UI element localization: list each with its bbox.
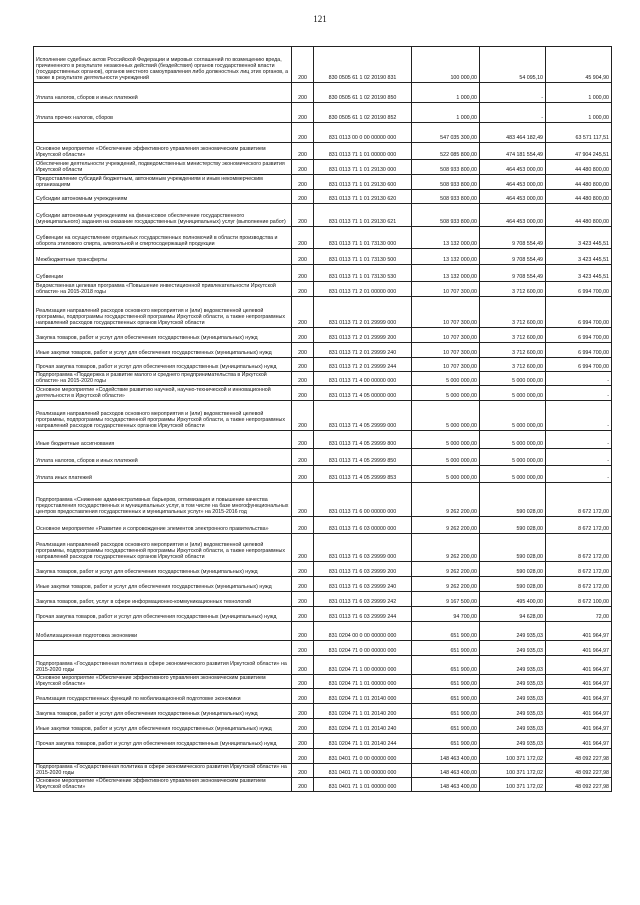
row-classification-cell: 831 0113 71 2 01 29999 240: [314, 343, 412, 358]
row-code-cell: 200: [292, 562, 314, 577]
row-amount-cell: 651 900,00: [412, 675, 480, 689]
table-row: [34, 123, 612, 143]
row-amount-cell: 3 712 600,00: [480, 343, 546, 358]
table-row: [34, 83, 612, 103]
row-amount-cell: 474 181 554,49: [480, 143, 546, 160]
row-classification-cell: 831 0113 71 2 01 29999 000: [314, 297, 412, 328]
row-amount-cell: 10 707 300,00: [412, 358, 480, 372]
row-amount-cell: 100 000,00: [412, 47, 480, 83]
row-code-cell: 200: [292, 534, 314, 562]
row-amount-cell: -: [546, 466, 612, 483]
row-classification-cell: 830 0505 61 1 02 20190 850: [314, 83, 412, 103]
row-name-cell: Основное мероприятие «Обеспечение эффективного управления экономическим развитием Иркутской области»: [34, 143, 292, 160]
row-amount-cell: 8 672 172,00: [546, 577, 612, 592]
row-amount-cell: 44 480 800,00: [546, 190, 612, 204]
row-amount-cell: 1 000,00: [412, 83, 480, 103]
row-name-cell: Подпрограмма «Снижение административных барьеров, оптимизация и повышение качества предоставления государственных и муниципальных услуг, в том числе на базе многофункциональных центров предоставления государственных и муниципальных услуг» на 2015-2016 год: [34, 483, 292, 517]
row-amount-cell: -: [480, 83, 546, 103]
row-amount-cell: 464 453 000,00: [480, 160, 546, 175]
row-amount-cell: 522 085 800,00: [412, 143, 480, 160]
table-row: [34, 143, 612, 160]
row-amount-cell: 464 453 000,00: [480, 175, 546, 190]
table-row: [34, 534, 612, 562]
row-amount-cell: 6 994 700,00: [546, 328, 612, 343]
row-amount-cell: 401 964,97: [546, 689, 612, 704]
row-code-cell: 200: [292, 47, 314, 83]
row-amount-cell: 44 480 800,00: [546, 160, 612, 175]
table-row: [34, 466, 612, 483]
table-row: [34, 328, 612, 343]
row-classification-cell: 831 0113 71 4 05 00000 000: [314, 386, 412, 401]
table-row: [34, 282, 612, 297]
row-code-cell: 200: [292, 734, 314, 749]
row-amount-cell: -: [480, 103, 546, 123]
row-amount-cell: 508 933 800,00: [412, 160, 480, 175]
row-classification-cell: 831 0113 71 1 01 29130 620: [314, 190, 412, 204]
row-amount-cell: 44 480 800,00: [546, 204, 612, 227]
row-classification-cell: 831 0113 00 0 00 00000 000: [314, 123, 412, 143]
row-name-cell: Обеспечение деятельности учреждений, подведомственных министерству экономического развития Иркутской области: [34, 160, 292, 175]
row-code-cell: 200: [292, 466, 314, 483]
row-name-cell: Уплата налогов, сборов и иных платежей: [34, 83, 292, 103]
row-classification-cell: 831 0113 71 4 05 29999 850: [314, 449, 412, 466]
row-amount-cell: 651 900,00: [412, 641, 480, 656]
row-classification-cell: 831 0113 71 2 01 29999 200: [314, 328, 412, 343]
row-code-cell: 200: [292, 517, 314, 534]
row-name-cell: Реализация направлений расходов основного мероприятия и (или) ведомственной целевой программы, подпрограммы государственной программы Иркутской области, а также непрограммных направлений расходов государственных органов Иркутской области: [34, 401, 292, 431]
row-amount-cell: 401 964,97: [546, 704, 612, 719]
table-row: [34, 764, 612, 778]
table-row: [34, 607, 612, 622]
table-row: [34, 160, 612, 175]
row-amount-cell: 401 964,97: [546, 719, 612, 734]
row-name-cell: Основное мероприятие «Развитие и сопровождение элементов электронного правительства»: [34, 517, 292, 534]
row-amount-cell: 5 000 000,00: [480, 466, 546, 483]
row-name-cell: Субсидии автономным учреждениям: [34, 190, 292, 204]
table-row: [34, 675, 612, 689]
row-amount-cell: 1 000,00: [546, 103, 612, 123]
row-name-cell: Исполнение судебных актов Российской Федерации и мировых соглашений по возмещению вреда, причиненного в результате незаконных действий (бездействия) органов государственной власти (государственных органов), органов местного самоуправления либо должностных лиц этих органов, а также в результате деятельности учреждений: [34, 47, 292, 83]
row-classification-cell: 830 0505 61 1 02 20190 852: [314, 103, 412, 123]
page-number: 121: [313, 14, 327, 24]
row-name-cell: Иные закупки товаров, работ и услуг для обеспечения государственных (муниципальных) нужд: [34, 343, 292, 358]
row-amount-cell: 3 423 445,51: [546, 227, 612, 249]
row-amount-cell: 401 964,97: [546, 622, 612, 641]
row-amount-cell: 464 453 000,00: [480, 190, 546, 204]
table-row: [34, 656, 612, 675]
row-amount-cell: 9 262 200,00: [412, 517, 480, 534]
row-amount-cell: 651 900,00: [412, 734, 480, 749]
table-row: [34, 204, 612, 227]
row-amount-cell: 13 132 000,00: [412, 265, 480, 282]
table-row: [34, 358, 612, 372]
row-classification-cell: 831 0113 71 2 01 00000 000: [314, 282, 412, 297]
row-classification-cell: 831 0401 71 1 01 00000 000: [314, 778, 412, 792]
row-amount-cell: 5 000 000,00: [412, 449, 480, 466]
row-name-cell: Уплата налогов, сборов и иных платежей: [34, 449, 292, 466]
row-code-cell: 200: [292, 282, 314, 297]
row-name-cell: Субвенции на осуществление отдельных государственных полномочий в области производства и оборота этилового спирта, алкогольной и спиртосодержащей продукции: [34, 227, 292, 249]
row-code-cell: 200: [292, 778, 314, 792]
row-amount-cell: 590 028,00: [480, 534, 546, 562]
row-amount-cell: 10 707 300,00: [412, 297, 480, 328]
table-row: [34, 47, 612, 83]
table-row: [34, 704, 612, 719]
row-name-cell: Прочая закупка товаров, работ и услуг для обеспечения государственных (муниципальных) нужд: [34, 358, 292, 372]
row-amount-cell: 483 464 182,49: [480, 123, 546, 143]
row-amount-cell: 651 900,00: [412, 719, 480, 734]
table-row: [34, 641, 612, 656]
row-amount-cell: 44 480 800,00: [546, 175, 612, 190]
table-row: [34, 103, 612, 123]
row-amount-cell: 464 453 000,00: [480, 204, 546, 227]
row-name-cell: Закупка товаров, работ и услуг для обеспечения государственных (муниципальных) нужд: [34, 704, 292, 719]
row-amount-cell: 48 092 227,98: [546, 749, 612, 764]
row-code-cell: 200: [292, 123, 314, 143]
row-amount-cell: 13 132 000,00: [412, 249, 480, 265]
row-amount-cell: 5 000 000,00: [412, 401, 480, 431]
row-amount-cell: 508 933 800,00: [412, 190, 480, 204]
row-classification-cell: 831 0204 71 0 00 00000 000: [314, 641, 412, 656]
row-amount-cell: 148 463 400,00: [412, 778, 480, 792]
table-row: [34, 343, 612, 358]
row-amount-cell: 9 262 200,00: [412, 562, 480, 577]
row-amount-cell: -: [546, 431, 612, 449]
row-name-cell: Закупка товаров, работ, услуг в сфере информационно-коммуникационных технологий: [34, 592, 292, 607]
table-row: [34, 449, 612, 466]
row-name-cell: Реализация государственных функций по мобилизационной подготовке экономики: [34, 689, 292, 704]
row-amount-cell: -: [546, 449, 612, 466]
row-classification-cell: 831 0113 71 6 03 29999 000: [314, 534, 412, 562]
row-code-cell: 200: [292, 297, 314, 328]
row-classification-cell: 831 0113 71 4 05 29999 853: [314, 466, 412, 483]
row-amount-cell: 401 964,97: [546, 641, 612, 656]
row-amount-cell: 8 672 172,00: [546, 534, 612, 562]
row-amount-cell: 54 095,10: [480, 47, 546, 83]
row-amount-cell: 100 371 172,02: [480, 778, 546, 792]
row-amount-cell: 590 028,00: [480, 517, 546, 534]
row-code-cell: 200: [292, 265, 314, 282]
row-classification-cell: 831 0204 71 1 00 00000 000: [314, 656, 412, 675]
table-row: [34, 622, 612, 641]
row-amount-cell: 9 708 554,49: [480, 227, 546, 249]
row-amount-cell: 6 994 700,00: [546, 343, 612, 358]
row-code-cell: 200: [292, 483, 314, 517]
row-name-cell: [34, 123, 292, 143]
row-name-cell: Межбюджетные трансферты: [34, 249, 292, 265]
row-code-cell: 200: [292, 431, 314, 449]
row-name-cell: Реализация направлений расходов основного мероприятия и (или) ведомственной целевой программы, подпрограммы государственной программы Иркутской области, а также непрограммных направлений расходов государственных органов Иркутской области: [34, 534, 292, 562]
row-amount-cell: 6 994 700,00: [546, 282, 612, 297]
row-amount-cell: 249 935,03: [480, 622, 546, 641]
row-amount-cell: 590 028,00: [480, 577, 546, 592]
row-classification-cell: 831 0204 71 1 01 00000 000: [314, 675, 412, 689]
table-row: [34, 689, 612, 704]
row-code-cell: 200: [292, 204, 314, 227]
row-amount-cell: 508 933 800,00: [412, 175, 480, 190]
row-classification-cell: 831 0113 71 6 03 00000 000: [314, 517, 412, 534]
row-classification-cell: 831 0113 71 2 01 29999 244: [314, 358, 412, 372]
row-amount-cell: 5 000 000,00: [480, 449, 546, 466]
row-amount-cell: 10 707 300,00: [412, 282, 480, 297]
row-amount-cell: 94 628,00: [480, 607, 546, 622]
row-classification-cell: 831 0401 71 0 00 00000 000: [314, 749, 412, 764]
table-row: [34, 249, 612, 265]
row-classification-cell: 831 0113 71 1 01 73130 000: [314, 227, 412, 249]
row-amount-cell: 1 000,00: [412, 103, 480, 123]
row-amount-cell: 9 262 200,00: [412, 534, 480, 562]
row-code-cell: 200: [292, 143, 314, 160]
row-name-cell: Ведомственная целевая программа «Повышение инвестиционной привлекательности Иркутской области» на 2015-2018 годы: [34, 282, 292, 297]
row-classification-cell: 831 0113 71 6 03 29999 244: [314, 607, 412, 622]
row-amount-cell: 9 262 200,00: [412, 577, 480, 592]
row-amount-cell: 100 371 172,02: [480, 749, 546, 764]
row-classification-cell: 831 0401 71 1 00 00000 000: [314, 764, 412, 778]
row-code-cell: 200: [292, 764, 314, 778]
row-amount-cell: 1 000,00: [546, 83, 612, 103]
row-name-cell: Мобилизационная подготовка экономики: [34, 622, 292, 641]
row-code-cell: 200: [292, 249, 314, 265]
row-name-cell: Иные закупки товаров, работ и услуг для обеспечения государственных (муниципальных) нужд: [34, 577, 292, 592]
row-amount-cell: 48 092 227,98: [546, 778, 612, 792]
row-code-cell: 200: [292, 190, 314, 204]
table-row: [34, 297, 612, 328]
table-row: [34, 265, 612, 282]
row-amount-cell: 45 904,90: [546, 47, 612, 83]
row-amount-cell: 401 964,97: [546, 675, 612, 689]
row-amount-cell: 94 700,00: [412, 607, 480, 622]
row-name-cell: Основное мероприятие «Обеспечение эффективного управления экономическим развитием Иркутской области»: [34, 778, 292, 792]
row-amount-cell: -: [546, 401, 612, 431]
row-name-cell: Основное мероприятие «Обеспечение эффективного управления экономическим развитием Иркутской области»: [34, 675, 292, 689]
row-classification-cell: 831 0113 71 1 01 00000 000: [314, 143, 412, 160]
row-amount-cell: 10 707 300,00: [412, 328, 480, 343]
row-amount-cell: 249 935,03: [480, 656, 546, 675]
row-amount-cell: 5 000 000,00: [480, 372, 546, 386]
row-name-cell: Прочая закупка товаров, работ и услуг для обеспечения государственных (муниципальных) нужд: [34, 734, 292, 749]
row-code-cell: 200: [292, 749, 314, 764]
row-amount-cell: 547 035 300,00: [412, 123, 480, 143]
row-amount-cell: 6 994 700,00: [546, 358, 612, 372]
row-classification-cell: 831 0113 71 1 01 29130 600: [314, 175, 412, 190]
row-amount-cell: 3 712 600,00: [480, 328, 546, 343]
row-classification-cell: 831 0113 71 4 05 29999 800: [314, 431, 412, 449]
row-code-cell: 200: [292, 227, 314, 249]
row-amount-cell: 10 707 300,00: [412, 343, 480, 358]
row-amount-cell: 651 900,00: [412, 689, 480, 704]
row-amount-cell: 72,00: [546, 607, 612, 622]
row-classification-cell: 831 0204 71 1 01 20140 200: [314, 704, 412, 719]
row-amount-cell: 9 262 200,00: [412, 483, 480, 517]
row-amount-cell: 5 000 000,00: [412, 466, 480, 483]
row-code-cell: 200: [292, 401, 314, 431]
row-code-cell: 200: [292, 656, 314, 675]
row-amount-cell: 9 708 554,49: [480, 249, 546, 265]
row-code-cell: 200: [292, 103, 314, 123]
row-classification-cell: 831 0113 71 1 01 73130 500: [314, 249, 412, 265]
row-classification-cell: 831 0113 71 1 01 29130 621: [314, 204, 412, 227]
row-name-cell: Подпрограмма «Поддержка и развитие малого и среднего предпринимательства в Иркутской области» на 2015-2020 годы: [34, 372, 292, 386]
table-row: [34, 577, 612, 592]
row-code-cell: 200: [292, 449, 314, 466]
row-classification-cell: 831 0113 71 1 01 29130 000: [314, 160, 412, 175]
row-amount-cell: 47 904 245,51: [546, 143, 612, 160]
row-code-cell: 200: [292, 622, 314, 641]
row-classification-cell: 831 0204 71 1 01 20140 000: [314, 689, 412, 704]
row-name-cell: Уплата прочих налогов, сборов: [34, 103, 292, 123]
row-code-cell: 200: [292, 160, 314, 175]
row-classification-cell: 831 0113 71 6 03 29999 242: [314, 592, 412, 607]
row-amount-cell: 148 463 400,00: [412, 764, 480, 778]
row-amount-cell: 5 000 000,00: [480, 386, 546, 401]
row-classification-cell: 831 0113 71 6 03 29999 240: [314, 577, 412, 592]
row-amount-cell: 508 933 800,00: [412, 204, 480, 227]
row-amount-cell: 5 000 000,00: [480, 401, 546, 431]
row-amount-cell: 5 000 000,00: [412, 431, 480, 449]
row-amount-cell: 9 167 500,00: [412, 592, 480, 607]
row-amount-cell: 8 672 172,00: [546, 483, 612, 517]
row-code-cell: 200: [292, 175, 314, 190]
row-name-cell: Подпрограмма «Государственная политика в сфере экономического развития Иркутской области» на 2015-2020 годы: [34, 656, 292, 675]
row-classification-cell: 831 0113 71 4 00 00000 000: [314, 372, 412, 386]
row-name-cell: Иные бюджетные ассигнования: [34, 431, 292, 449]
row-amount-cell: -: [546, 386, 612, 401]
row-amount-cell: 100 371 172,02: [480, 764, 546, 778]
row-amount-cell: 249 935,03: [480, 704, 546, 719]
row-classification-cell: 831 0113 71 4 05 29999 000: [314, 401, 412, 431]
row-code-cell: 200: [292, 328, 314, 343]
row-name-cell: Субвенции: [34, 265, 292, 282]
row-amount-cell: 5 000 000,00: [412, 372, 480, 386]
table-row: [34, 592, 612, 607]
row-amount-cell: 401 964,97: [546, 656, 612, 675]
row-amount-cell: 5 000 000,00: [480, 431, 546, 449]
row-classification-cell: 831 0113 71 6 00 00000 000: [314, 483, 412, 517]
row-classification-cell: 831 0113 71 6 03 29999 200: [314, 562, 412, 577]
row-amount-cell: 590 028,00: [480, 483, 546, 517]
row-amount-cell: 3 712 600,00: [480, 282, 546, 297]
row-code-cell: 200: [292, 372, 314, 386]
row-classification-cell: 831 0113 71 1 01 73130 530: [314, 265, 412, 282]
row-name-cell: Субсидии автономным учреждениям на финансовое обеспечение государственного (муниципального) задания на оказание государственных (муниципальных) услуг (выполнение работ): [34, 204, 292, 227]
row-amount-cell: 249 935,03: [480, 689, 546, 704]
row-code-cell: 200: [292, 675, 314, 689]
table-row: [34, 372, 612, 386]
budget-table: [33, 46, 612, 792]
row-amount-cell: 13 132 000,00: [412, 227, 480, 249]
row-name-cell: Реализация направлений расходов основного мероприятия и (или) ведомственной целевой программы, подпрограммы государственной программы Иркутской области, а также непрограммных направлений расходов государственных органов Иркутской области: [34, 297, 292, 328]
row-classification-cell: 831 0204 71 1 01 20140 240: [314, 719, 412, 734]
row-amount-cell: 3 423 445,51: [546, 265, 612, 282]
table-row: [34, 401, 612, 431]
table-row: [34, 431, 612, 449]
row-amount-cell: 9 708 554,49: [480, 265, 546, 282]
table-row: [34, 175, 612, 190]
row-code-cell: 200: [292, 577, 314, 592]
row-amount-cell: 5 000 000,00: [412, 386, 480, 401]
row-name-cell: [34, 749, 292, 764]
row-code-cell: 200: [292, 641, 314, 656]
row-amount-cell: 590 028,00: [480, 562, 546, 577]
row-name-cell: Закупка товаров, работ и услуг для обеспечения государственных (муниципальных) нужд: [34, 562, 292, 577]
row-code-cell: 200: [292, 358, 314, 372]
row-name-cell: Иные закупки товаров, работ и услуг для обеспечения государственных (муниципальных) нужд: [34, 719, 292, 734]
row-amount-cell: 148 463 400,00: [412, 749, 480, 764]
row-name-cell: Закупка товаров, работ и услуг для обеспечения государственных (муниципальных) нужд: [34, 328, 292, 343]
row-amount-cell: -: [546, 372, 612, 386]
row-classification-cell: 831 0204 71 1 01 20140 244: [314, 734, 412, 749]
row-name-cell: Основное мероприятие «Содействие развитию научной, научно-технической и инновационной деятельности в Иркутской области»: [34, 386, 292, 401]
row-code-cell: 200: [292, 83, 314, 103]
row-amount-cell: 3 712 600,00: [480, 358, 546, 372]
row-name-cell: Подпрограмма «Государственная политика в сфере экономического развития Иркутской области» на 2015-2020 годы: [34, 764, 292, 778]
row-amount-cell: 63 571 117,51: [546, 123, 612, 143]
row-amount-cell: 3 712 600,00: [480, 297, 546, 328]
row-classification-cell: 831 0204 00 0 00 00000 000: [314, 622, 412, 641]
row-amount-cell: 249 935,03: [480, 675, 546, 689]
row-amount-cell: 249 935,03: [480, 641, 546, 656]
row-amount-cell: 3 423 445,51: [546, 249, 612, 265]
row-name-cell: Уплата иных платежей: [34, 466, 292, 483]
row-code-cell: 200: [292, 607, 314, 622]
table-row: [34, 227, 612, 249]
row-amount-cell: 495 400,00: [480, 592, 546, 607]
row-amount-cell: 8 672 172,00: [546, 562, 612, 577]
row-code-cell: 200: [292, 592, 314, 607]
row-amount-cell: 8 672 172,00: [546, 517, 612, 534]
row-classification-cell: 830 0505 61 1 02 20190 831: [314, 47, 412, 83]
row-amount-cell: 8 672 100,00: [546, 592, 612, 607]
row-code-cell: 200: [292, 689, 314, 704]
row-name-cell: Предоставление субсидий бюджетным, автономным учреждениям и иным некоммерческим организациям: [34, 175, 292, 190]
row-code-cell: 200: [292, 386, 314, 401]
table-row: [34, 719, 612, 734]
row-code-cell: 200: [292, 343, 314, 358]
row-amount-cell: 401 964,97: [546, 734, 612, 749]
table-row: [34, 778, 612, 792]
row-amount-cell: 651 900,00: [412, 622, 480, 641]
table-row: [34, 517, 612, 534]
row-name-cell: Прочая закупка товаров, работ и услуг для обеспечения государственных (муниципальных) нужд: [34, 607, 292, 622]
table-row: [34, 386, 612, 401]
row-amount-cell: 651 900,00: [412, 704, 480, 719]
row-code-cell: 200: [292, 704, 314, 719]
row-amount-cell: 6 994 700,00: [546, 297, 612, 328]
row-amount-cell: 651 900,00: [412, 656, 480, 675]
table-row: [34, 562, 612, 577]
row-amount-cell: 249 935,03: [480, 734, 546, 749]
row-amount-cell: 249 935,03: [480, 719, 546, 734]
table-row: [34, 749, 612, 764]
row-name-cell: [34, 641, 292, 656]
row-code-cell: 200: [292, 719, 314, 734]
table-row: [34, 483, 612, 517]
row-amount-cell: 48 092 227,98: [546, 764, 612, 778]
table-row: [34, 190, 612, 204]
table-row: [34, 734, 612, 749]
